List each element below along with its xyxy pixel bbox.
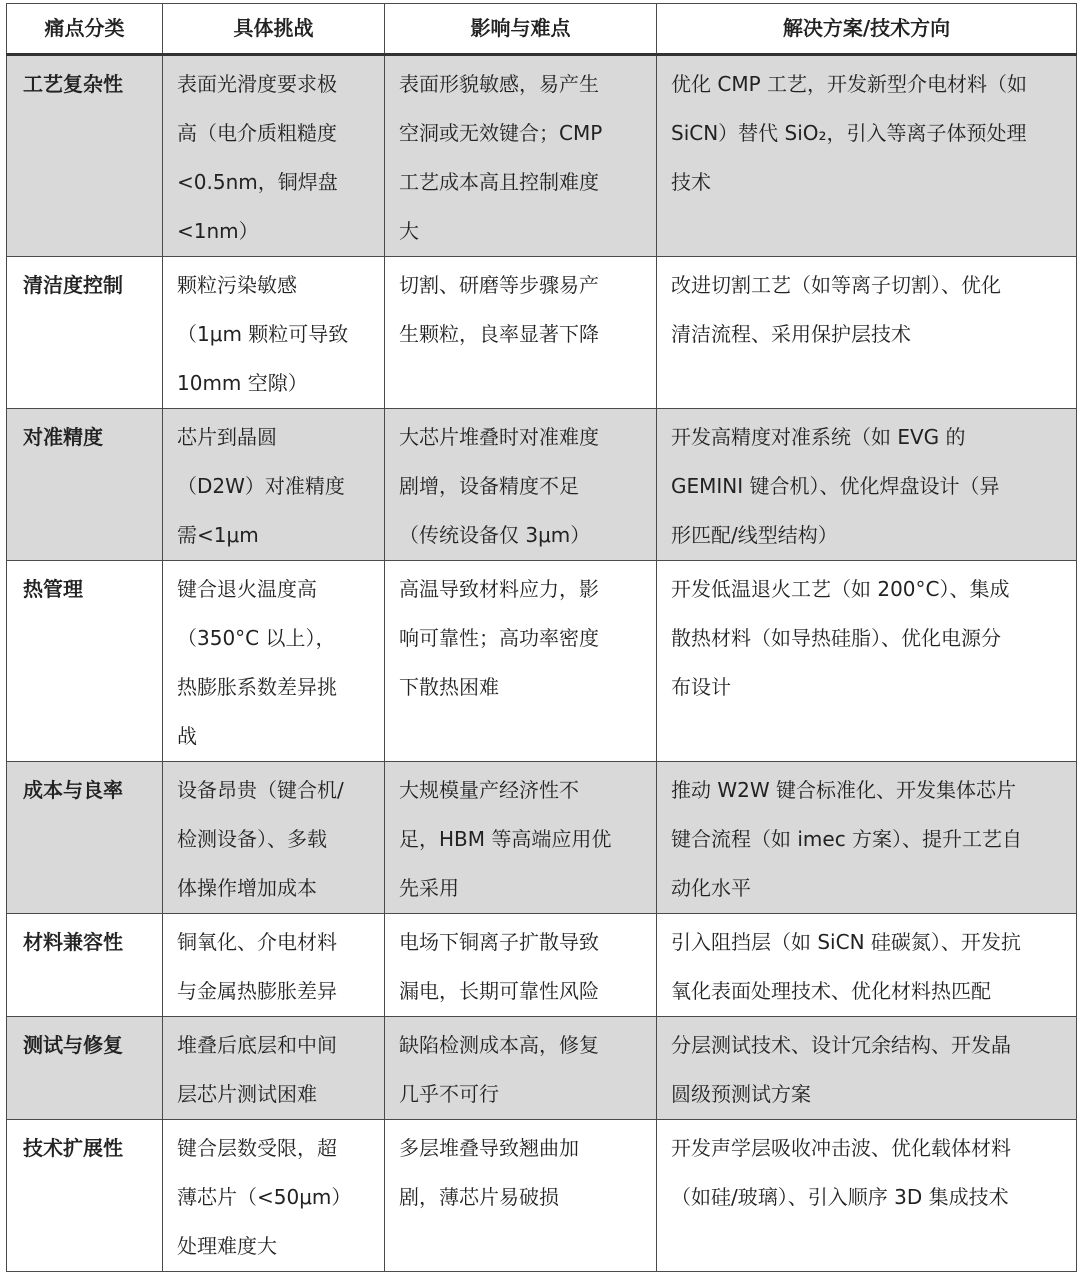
cell-impact: 缺陷检测成本高，修复 几乎不可行	[385, 1017, 657, 1120]
cell-solution: 开发声学层吸收冲击波、优化载体材料 （如硅/玻璃）、引入顺序 3D 集成技术	[657, 1120, 1077, 1272]
cell-category: 对准精度	[7, 409, 163, 561]
table-row	[7, 1120, 1077, 1272]
cell-impact: 大规模量产经济性不 足，HBM 等高端应用优 先采用	[385, 762, 657, 914]
table-row	[7, 1017, 1077, 1120]
cell-challenge: 键合退火温度高 （350°C 以上）， 热膨胀系数差异挑 战	[163, 561, 385, 762]
cell-solution: 优化 CMP 工艺，开发新型介电材料（如 SiCN）替代 SiO₂，引入等离子体预处理 技术	[657, 55, 1077, 257]
cell-challenge: 键合层数受限，超 薄芯片（<50μm） 处理难度大	[163, 1120, 385, 1272]
table-header-row	[7, 4, 1077, 55]
cell-challenge: 芯片到晶圆 （D2W）对准精度 需<1μm	[163, 409, 385, 561]
cell-challenge: 设备昂贵（键合机/ 检测设备）、多载 体操作增加成本	[163, 762, 385, 914]
cell-challenge: 颗粒污染敏感 （1μm 颗粒可导致 10mm 空隙）	[163, 257, 385, 409]
cell-solution: 分层测试技术、设计冗余结构、开发晶 圆级预测试方案	[657, 1017, 1077, 1120]
cell-impact: 表面形貌敏感，易产生 空洞或无效键合；CMP 工艺成本高且控制难度 大	[385, 55, 657, 257]
pain-points-table	[6, 3, 1077, 1272]
cell-impact: 电场下铜离子扩散导致 漏电，长期可靠性风险	[385, 914, 657, 1017]
cell-impact: 高温导致材料应力，影 响可靠性；高功率密度 下散热困难	[385, 561, 657, 762]
header-impact: 影响与难点	[385, 4, 657, 55]
table-row	[7, 409, 1077, 561]
cell-challenge: 铜氧化、介电材料 与金属热膨胀差异	[163, 914, 385, 1017]
cell-category: 成本与良率	[7, 762, 163, 914]
cell-solution: 改进切割工艺（如等离子切割）、优化 清洁流程、采用保护层技术	[657, 257, 1077, 409]
cell-impact: 切割、研磨等步骤易产 生颗粒，良率显著下降	[385, 257, 657, 409]
cell-impact: 多层堆叠导致翘曲加 剧，薄芯片易破损	[385, 1120, 657, 1272]
cell-solution: 推动 W2W 键合标准化、开发集体芯片 键合流程（如 imec 方案）、提升工艺自 动化水平	[657, 762, 1077, 914]
table-row	[7, 914, 1077, 1017]
table-row	[7, 55, 1077, 257]
cell-category: 材料兼容性	[7, 914, 163, 1017]
cell-category: 工艺复杂性	[7, 55, 163, 257]
cell-category: 热管理	[7, 561, 163, 762]
header-category: 痛点分类	[7, 4, 163, 55]
table-row	[7, 257, 1077, 409]
cell-impact: 大芯片堆叠时对准难度 剧增，设备精度不足 （传统设备仅 3μm）	[385, 409, 657, 561]
table-row	[7, 762, 1077, 914]
cell-category: 技术扩展性	[7, 1120, 163, 1272]
header-solution: 解决方案/技术方向	[657, 4, 1077, 55]
cell-challenge: 堆叠后底层和中间 层芯片测试困难	[163, 1017, 385, 1120]
cell-solution: 开发低温退火工艺（如 200°C）、集成 散热材料（如导热硅脂）、优化电源分 布设计	[657, 561, 1077, 762]
cell-challenge: 表面光滑度要求极 高（电介质粗糙度 <0.5nm，铜焊盘 <1nm）	[163, 55, 385, 257]
cell-solution: 开发高精度对准系统（如 EVG 的 GEMINI 键合机）、优化焊盘设计（异 形匹配/线型结构）	[657, 409, 1077, 561]
cell-category: 测试与修复	[7, 1017, 163, 1120]
cell-solution: 引入阻挡层（如 SiCN 硅碳氮）、开发抗 氧化表面处理技术、优化材料热匹配	[657, 914, 1077, 1017]
header-challenge: 具体挑战	[163, 4, 385, 55]
cell-category: 清洁度控制	[7, 257, 163, 409]
table-row	[7, 561, 1077, 762]
